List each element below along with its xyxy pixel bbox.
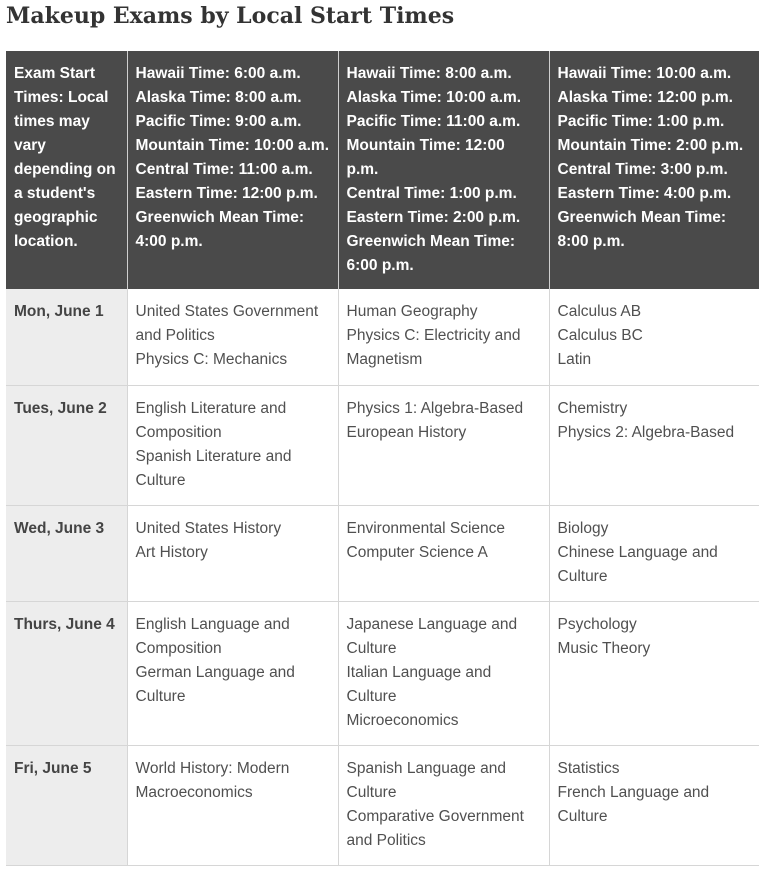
day-cell: Tues, June 2 (6, 385, 127, 505)
exam-cell (338, 601, 549, 745)
exam-cell (127, 385, 338, 505)
makeup-exam-schedule-table (6, 51, 759, 866)
table-row (6, 505, 759, 601)
cell-line: Music Theory (557, 639, 651, 657)
cell-line: Magnetism (346, 351, 423, 368)
cell-line: Culture (135, 687, 186, 705)
exam-cell (549, 745, 759, 865)
cell-line: Hawaii Time: 8:00 a.m. (346, 65, 512, 82)
exam-cell (127, 289, 338, 385)
cell-line: vary (14, 137, 46, 154)
cell-line: Culture (346, 783, 397, 801)
cell-line: Alaska Time: 8:00 a.m. (135, 89, 302, 106)
exam-cell (127, 745, 338, 865)
cell-line: Pacific Time: 1:00 p.m. (557, 113, 725, 130)
cell-line: German Language and (135, 663, 295, 681)
header-cell-exam-start-times (6, 51, 127, 289)
header-cell-slot-3 (549, 51, 759, 289)
cell-line: Biology (557, 519, 609, 537)
cell-line: Pacific Time: 9:00 a.m. (135, 113, 302, 130)
cell-line: geographic (14, 209, 98, 226)
cell-line: Spanish Literature and (135, 447, 292, 465)
cell-line: Eastern Time: 12:00 p.m. (135, 185, 318, 202)
exam-cell (549, 289, 759, 385)
cell-line: Composition (135, 639, 222, 657)
cell-line: Culture (557, 807, 608, 825)
cell-line: Times: Local (14, 89, 109, 106)
exam-cell (338, 505, 549, 601)
cell-line: Italian Language and (346, 663, 492, 681)
cell-line: Physics 1: Algebra-Based (346, 399, 524, 417)
cell-line: p.m. (346, 161, 379, 178)
cell-line: Chemistry (557, 399, 628, 417)
cell-line: Mountain Time: 2:00 p.m. (557, 137, 744, 154)
cell-line: Physics C: Electricity and (346, 327, 521, 344)
exam-cell (549, 601, 759, 745)
cell-line: Latin (557, 351, 592, 368)
cell-line: Culture (346, 687, 397, 705)
cell-line: Art History (135, 543, 208, 561)
page-title: Makeup Exams by Local Start Times (6, 3, 455, 29)
cell-line: and Politics (346, 831, 426, 849)
day-cell: Wed, June 3 (6, 505, 127, 601)
cell-line: Greenwich Mean Time: (346, 233, 516, 250)
cell-line: Computer Science A (346, 543, 488, 561)
cell-line: Hawaii Time: 6:00 a.m. (135, 65, 301, 82)
day-cell: Fri, June 5 (6, 745, 127, 865)
cell-line: Chinese Language and (557, 543, 718, 561)
exam-cell (338, 745, 549, 865)
cell-line: 6:00 p.m. (346, 257, 414, 274)
cell-line: Microeconomics (346, 711, 459, 729)
exam-cell (549, 505, 759, 601)
cell-line: Greenwich Mean Time: (557, 209, 727, 226)
cell-line: Culture (135, 471, 186, 489)
cell-line: times may (14, 113, 90, 130)
cell-line: Calculus AB (557, 303, 642, 320)
cell-line: Composition (135, 423, 222, 441)
header-cell-slot-2 (338, 51, 549, 289)
cell-line: Exam Start (14, 65, 95, 82)
cell-line: Hawaii Time: 10:00 a.m. (557, 65, 732, 82)
cell-line: European History (346, 423, 467, 441)
cell-line: location. (14, 233, 78, 250)
table-row (6, 385, 759, 505)
cell-line: Alaska Time: 10:00 a.m. (346, 89, 522, 106)
exam-cell (549, 385, 759, 505)
cell-line: English Literature and (135, 399, 287, 417)
cell-line: Macroeconomics (135, 783, 253, 801)
cell-line: Central Time: 3:00 p.m. (557, 161, 728, 178)
cell-line: a student's (14, 185, 96, 202)
cell-line: Statistics (557, 759, 620, 777)
table-row (6, 601, 759, 745)
cell-line: Physics 2: Algebra-Based (557, 423, 735, 441)
cell-line: Calculus BC (557, 327, 643, 344)
cell-line: Spanish Language and (346, 759, 506, 777)
exam-cell (127, 601, 338, 745)
exam-cell (338, 385, 549, 505)
cell-line: Culture (557, 567, 608, 585)
cell-line: Environmental Science (346, 519, 506, 537)
cell-line: Mountain Time: 10:00 a.m. (135, 137, 330, 154)
cell-line: Alaska Time: 12:00 p.m. (557, 89, 733, 106)
table-row (6, 745, 759, 865)
cell-line: Psychology (557, 615, 637, 633)
cell-line: Mountain Time: 12:00 (346, 137, 505, 154)
cell-line: Culture (346, 639, 397, 657)
cell-line: Pacific Time: 11:00 a.m. (346, 113, 521, 130)
cell-line: Central Time: 1:00 p.m. (346, 185, 517, 202)
day-cell: Thurs, June 4 (6, 601, 127, 745)
cell-line: and Politics (135, 327, 215, 344)
cell-line: World History: Modern (135, 759, 290, 777)
cell-line: United States History (135, 519, 282, 537)
cell-line: Central Time: 11:00 a.m. (135, 161, 313, 178)
exam-cell (127, 505, 338, 601)
cell-line: depending on (14, 161, 116, 178)
cell-line: United States Government (135, 303, 319, 320)
cell-line: Eastern Time: 2:00 p.m. (346, 209, 521, 226)
cell-line: Physics C: Mechanics (135, 351, 288, 368)
cell-line: 4:00 p.m. (135, 233, 203, 250)
cell-line: English Language and (135, 615, 290, 633)
header-row (6, 51, 759, 289)
exam-cell (338, 289, 549, 385)
cell-line: Human Geography (346, 303, 478, 320)
header-cell-slot-1 (127, 51, 338, 289)
cell-line: 8:00 p.m. (557, 233, 625, 250)
cell-line: French Language and (557, 783, 710, 801)
cell-line: Greenwich Mean Time: (135, 209, 305, 226)
day-cell: Mon, June 1 (6, 289, 127, 385)
cell-line: Comparative Government (346, 807, 524, 825)
table-row (6, 289, 759, 385)
cell-line: Japanese Language and (346, 615, 518, 633)
cell-line: Eastern Time: 4:00 p.m. (557, 185, 732, 202)
